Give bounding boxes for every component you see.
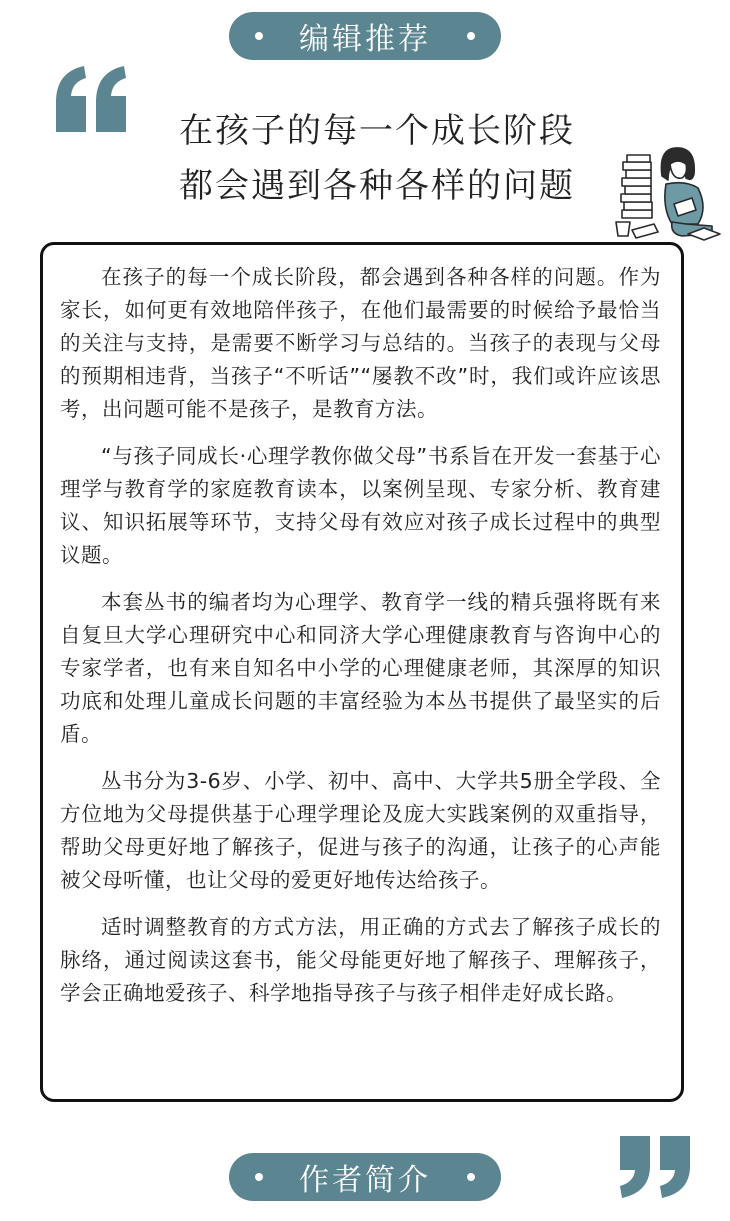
close-quote-icon (620, 1136, 692, 1198)
bullet-dot-icon (467, 32, 475, 40)
body-paragraph-5: 适时调整教育的方式方法，用正确的方式去了解孩子成长的脉络，通过阅读这套书，能父母能更好地了解孩子、理解孩子，学会正确地爱孩子、科学地指导孩子与孩子相伴走好成长路。 (60, 915, 661, 1005)
bullet-dot-icon (467, 1173, 475, 1181)
section-header-author-intro (229, 1153, 501, 1201)
open-quote-icon (56, 66, 128, 134)
body-paragraph-1: 在孩子的每一个成长阶段，都会遇到各种各样的问题。作为家长，如何更有效地陪伴孩子，在他们最需要的时候给予最恰当的关注与支持，是需要不断学习与总结的。当孩子的表现与父母的预期相违背，当孩子“不听话”“屡教不改”时，我们或许应该思考，出问题可能不是孩子，是教育方法。 (60, 265, 661, 421)
headline (132, 104, 622, 214)
bullet-dot-icon (255, 32, 263, 40)
section-header-editor-recommendation (229, 12, 501, 60)
section-header-label: 作者简介 (299, 1163, 431, 1198)
girl-reading-books-illustration (612, 138, 722, 244)
recommendation-text-card (40, 242, 684, 1102)
headline-line-2: 都会遇到各种各样的问题 (179, 166, 575, 206)
body-paragraph-2: “与孩子同成长·心理学教你做父母”书系旨在开发一套基于心理学与教育学的家庭教育读本，以案例呈现、专家分析、教育建议、知识拓展等环节，支持父母有效应对孩子成长过程中的典型议题。 (60, 444, 661, 567)
headline-line-1: 在孩子的每一个成长阶段 (179, 111, 575, 151)
section-header-label: 编辑推荐 (299, 22, 431, 57)
bullet-dot-icon (255, 1173, 263, 1181)
body-paragraph-3: 本套丛书的编者均为心理学、教育学一线的精兵强将既有来自复旦大学心理研究中心和同济大学心理健康教育与咨询中心的专家学者，也有来自知名中小学的心理健康老师，其深厚的知识功底和处理儿童成长问题的丰富经验为本丛书提供了最坚实的后盾。 (60, 590, 661, 746)
body-paragraph-4: 丛书分为3-6岁、小学、初中、高中、大学共5册全学段、全方位地为父母提供基于心理学理论及庞大实践案例的双重指导，帮助父母更好地了解孩子，促进与孩子的沟通，让孩子的心声能被父母听懂，也让父母的爱更好地传达给孩子。 (60, 769, 661, 892)
